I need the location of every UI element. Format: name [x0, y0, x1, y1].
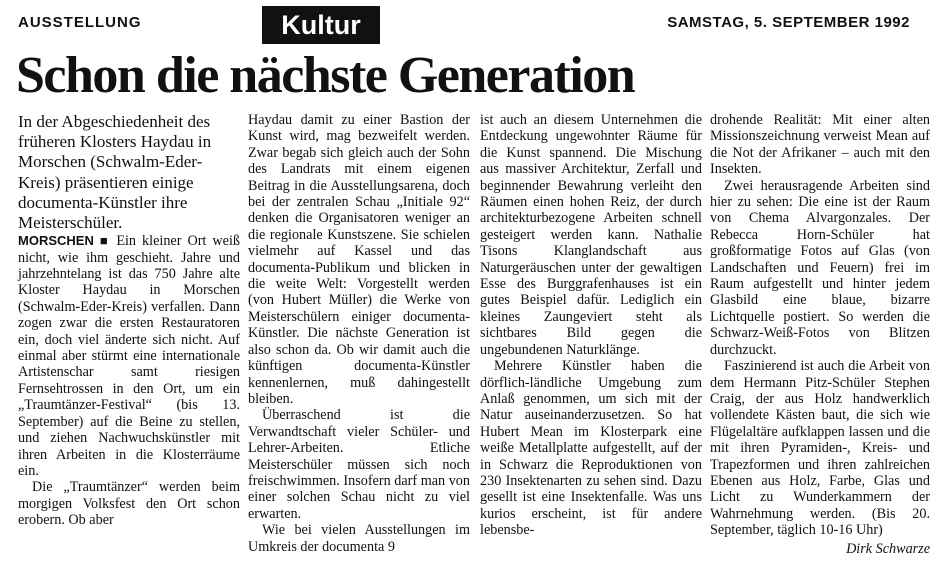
paragraph: Die „Traumtänzer“ werden beim morgigen Volksfest den Ort schon erobern. Ob aber [18, 479, 240, 529]
paragraph: Mehrere Künstler haben die dörflich-ländliche Umgebung zum Anlaß genommen, um sich mit der Natur auseinanderzusetzen. So hat Hubert Mean im Klosterpark eine weiße Metallplatte aufgestellt, auf der in Schwarz die Reproduktionen von 230 Insektenarten zu sehen sind. Dazu gesellt ist eine Insektenfalle. Was uns kurios erscheint, ist für andere lebensbe- [480, 358, 702, 539]
headline: Schon die nächste Generation [16, 47, 635, 104]
paragraph: Faszinierend ist auch die Arbeit von dem Hermann Pitz-Schüler Stephen Craig, der aus Holz handwerklich vollendete Kästen baut, die sich wie Flügelaltäre aufklappen lassen und die mit ihren Pyramiden-, Kreis- und Trapezformen und ihren zahlreichen Ebenen aus Holz, Farbe, Glas und Licht zu Wunderkammern der Wahrnehmung werden. (Bis 20. September, täglich 10-16 Uhr) [710, 358, 930, 539]
paragraph: drohende Realität: Mit einer alten Missionszeichnung verweist Mean auf die Not der Afrikaner – auch mit den Insekten. [710, 112, 930, 178]
paragraph: Überraschend ist die Verwandtschaft vieler Schüler- und Lehrer-Arbeiten. Etliche Meisterschüler müssen sich noch freischwimmen. Insofern darf man von einer solchen Schau nicht zu viel erwarten. [248, 407, 470, 522]
lede: In der Abgeschiedenheit des früheren Klosters Haydau in Morschen (Schwalm-Eder-Kreis) präsentieren einige documenta-Künstler ihre Meisterschüler. [18, 112, 212, 233]
paragraph-text: Ein kleiner Ort weiß nicht, wie ihm geschieht. Jahre und jahrzehntelang ist das 750 Jahre alte Kloster Haydau in Morschen (Schwalm-Eder-Kreis) verfallen. Dann zogen zwar die ersten Restauratoren ein, doch viel änderte sich nicht. Auf einmal aber stürmt eine internationale Artistenschar samt riesigen Fernsehtrossen in den Ort, um ein „Traumtänzer-Festival“ (bis 13. September) auf die Beine zu stellen, und ziehen Nachwuchskünstler mit ihren Arbeiten in die Klosterräume ein. [18, 233, 240, 479]
rubric-label: AUSSTELLUNG [18, 14, 142, 31]
paragraph: Zwei herausragende Arbeiten sind hier zu sehen: Die eine ist der Raum von Chema Alvargonzales. Der Rebecca Horn-Schüler hat großformatige Fotos auf Glas (von Landschaften und Feuern) frei im Raum aufgestellt und hinter jedem Glasbild eine blaue, bizarre Lichtquelle postiert. So werden die Schwarz-Weiß-Fotos von Blitzen durchzuckt. [710, 177, 930, 358]
dateline: MORSCHEN ■ [18, 233, 111, 249]
article-column-2 [248, 112, 470, 555]
article-column-4 [710, 112, 930, 557]
article-column-1 [18, 112, 240, 529]
section-badge: Kultur [262, 6, 380, 44]
author-byline: Dirk Schwarze [846, 540, 930, 557]
paragraph [18, 233, 240, 479]
paragraph: Wie bei vielen Ausstellungen im Umkreis der documenta 9 [248, 522, 470, 555]
article-column-3 [480, 112, 702, 539]
issue-date: SAMSTAG, 5. SEPTEMBER 1992 [667, 14, 910, 31]
paragraph: ist auch an diesem Unternehmen die Entdeckung ungewohnter Räume für die Kunst spannend. Die Mischung aus massiver Architektur, Zerfall und beginnender Bewahrung verleiht den Räumen einen hohen Reiz, der durch architekturbezogene Arbeiten schnell gesteigert werden kann. Nathalie Tisons Klanglandschaft aus Naturgeräuschen unter der gewaltigen Esse des Burggrafenhauses ist ein gutes Beispiel dafür. Lediglich ein kleines Zaungeviert steht als sichtbares Bild gegen die ungebundenen Naturklänge. [480, 112, 702, 358]
paragraph: Haydau damit zu einer Bastion der Kunst wird, mag bezweifelt werden. Zwar begab sich gleich auch der Sohn des Landrats mit einem eigenen Beitrag in die Ausstellungsarena, doch bei der zentralen Schau „Initiale 92“ denken die Organisatoren weniger an die regionale Kunstszene. Sie schielen vielmehr auf Kassel und das documenta-Publikum und blicken in die weite Welt: Vorgestellt werden (von Hubert Müller) die Werke von Meisterschülern einiger documenta-Künstler. Die nächste Generation ist also schon da. Ob wir damit auch die künftigen documenta-Künstler kennenlernen, muß dahingestellt bleiben. [248, 112, 470, 407]
